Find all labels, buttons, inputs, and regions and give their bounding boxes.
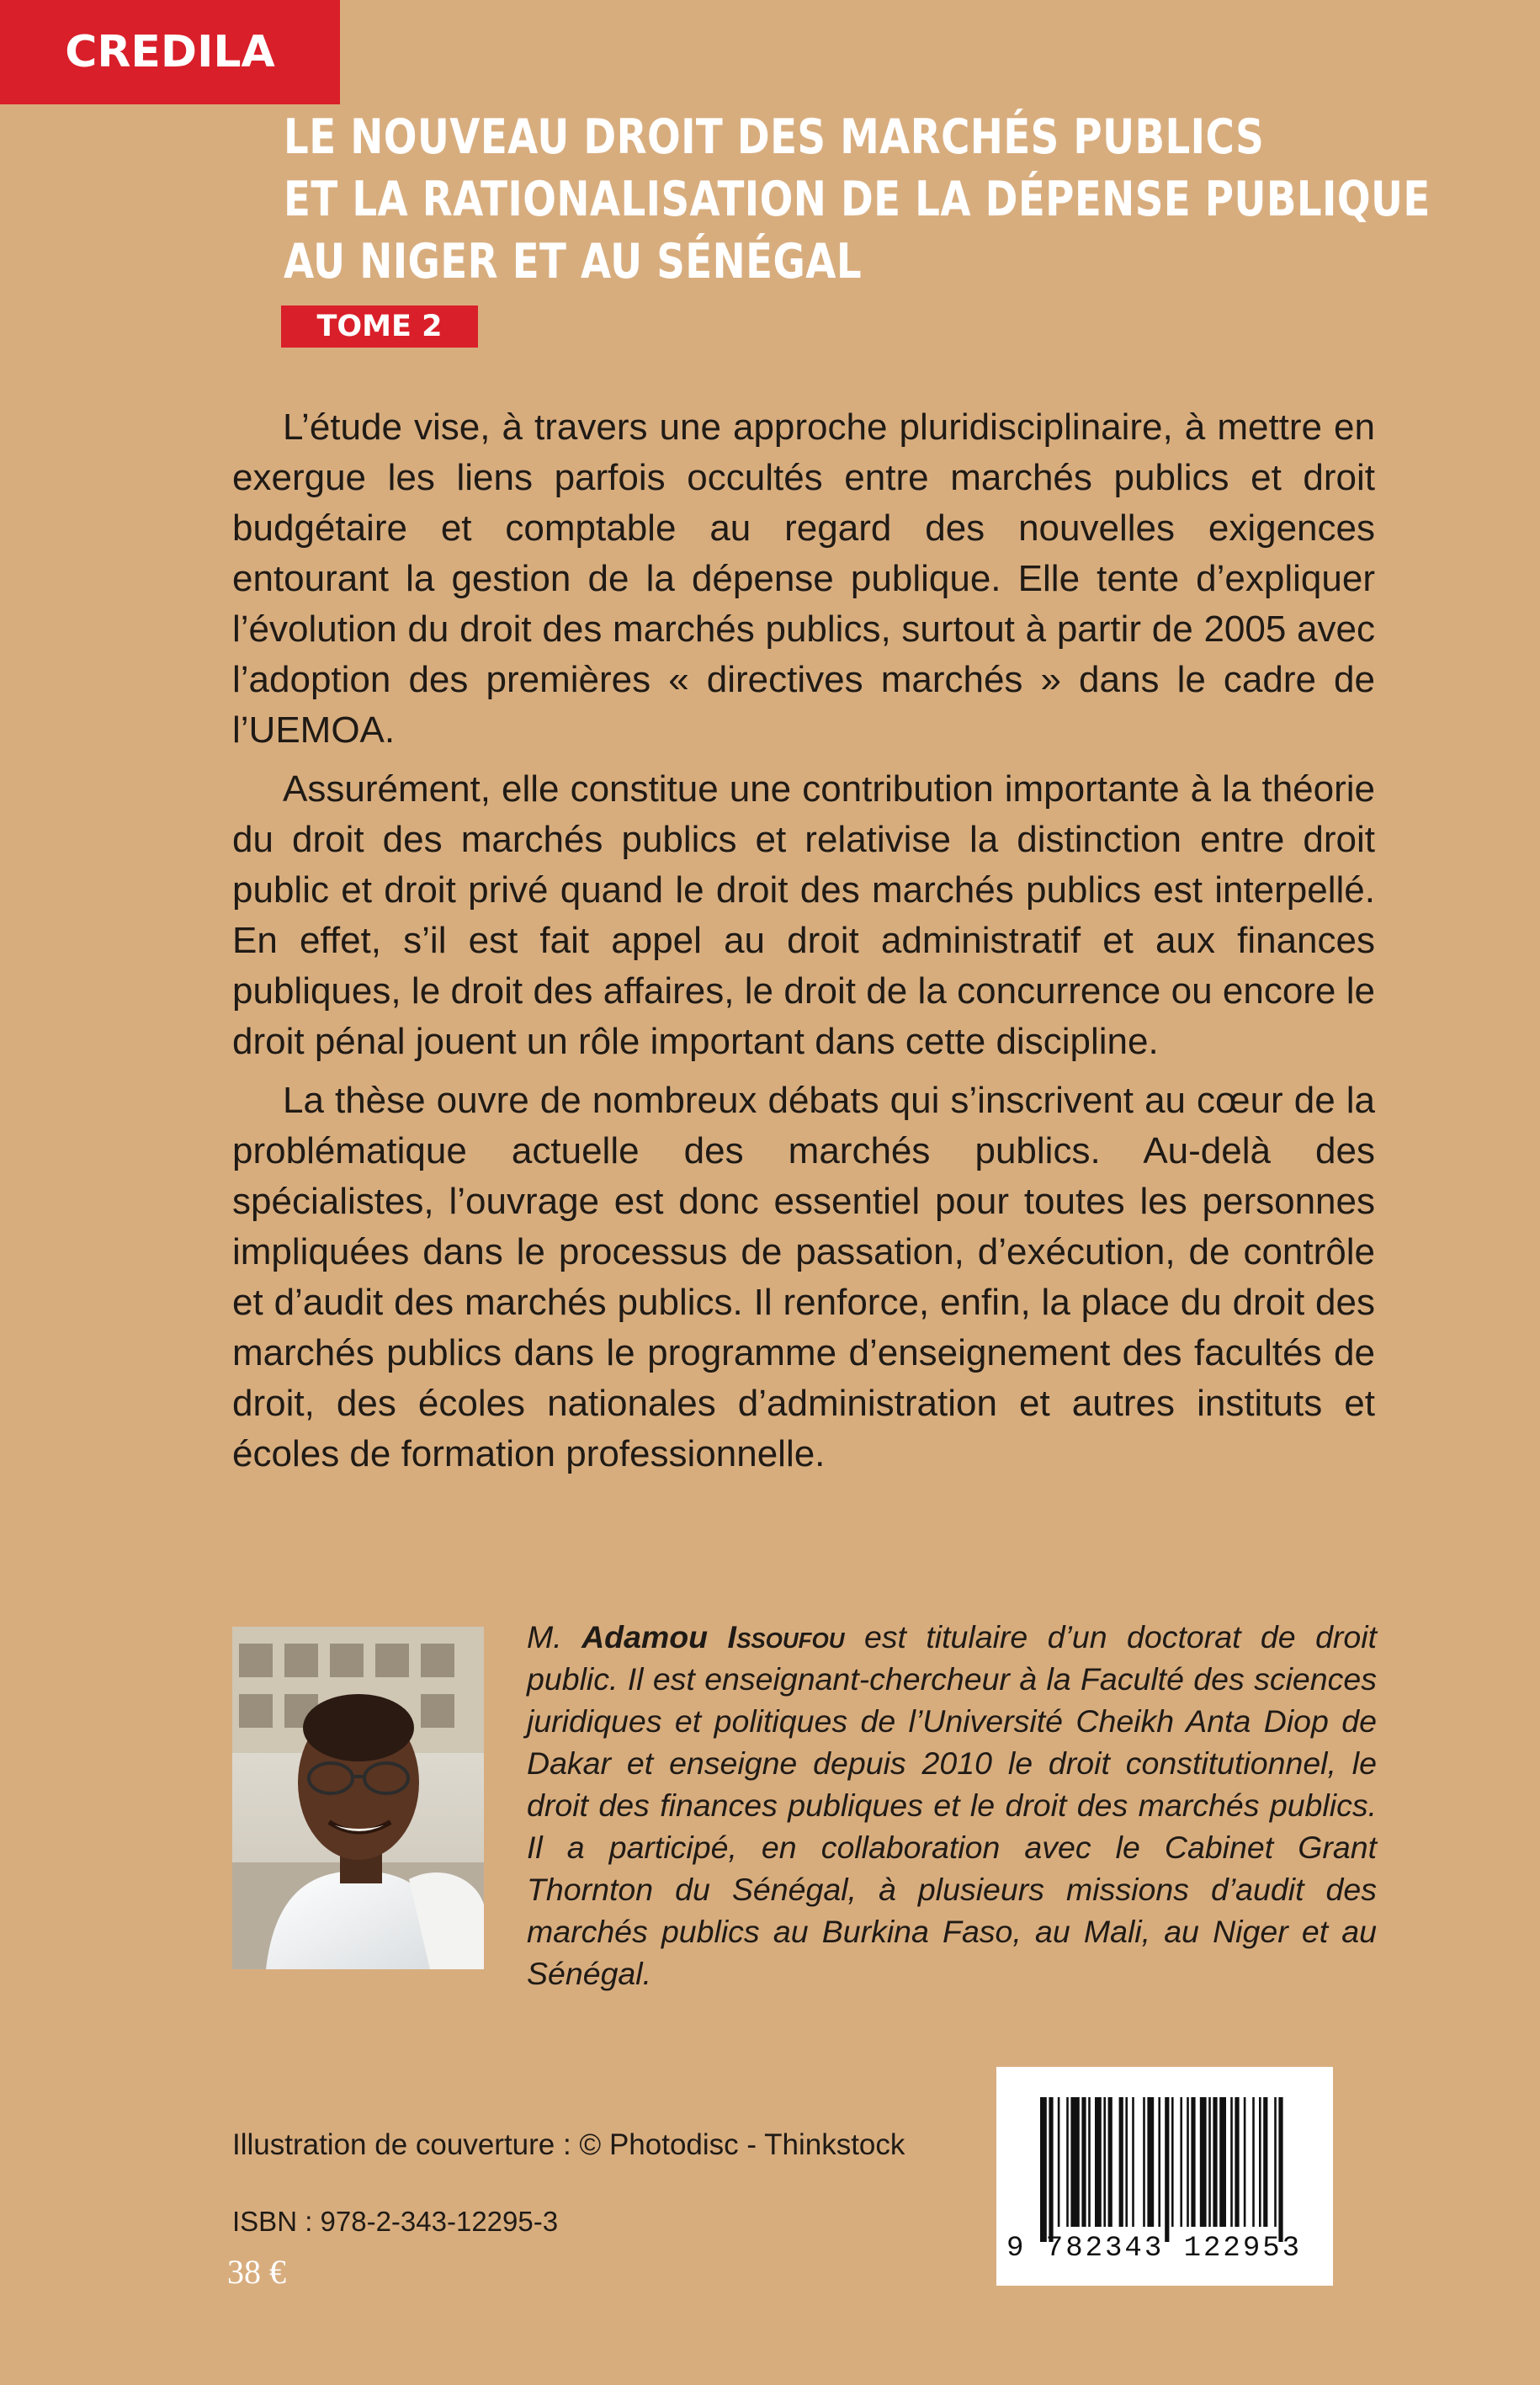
author-prefix: M. [527,1619,582,1655]
barcode [996,2067,1333,2286]
book-summary [232,402,1375,1488]
summary-paragraph-1: L’étude vise, à travers une approche pluridisciplinaire, à mettre en exergue les liens parfois occultés entre marchés publics et droit budgétaire et comptable au regard des nouvelles exigences entourant la gestion de la dépense publique. Elle tente d’expliquer l’évolution du droit des marchés publics, surtout à partir de 2005 avec l’adoption des premières « directives marchés » dans le cadre de l’UEMOA. [232,406,1375,751]
illustration-credit: Illustration de couverture : © Photodisc - Thinkstock [232,2128,905,2161]
barcode-bar [1143,2097,1145,2227]
barcode-bar [1095,2097,1102,2227]
book-title [284,106,1512,293]
series-badge: CREDILA [0,0,340,104]
barcode-bar [1208,2097,1211,2227]
barcode-bar [1081,2097,1086,2227]
barcode-bar [1125,2097,1128,2227]
title-line-3: AU NIGER ET AU SÉNÉGAL [284,234,863,289]
author-first-name: Adamou [581,1619,709,1655]
barcode-bar [1088,2097,1091,2227]
author-bio [527,1616,1377,1995]
barcode-bar [1244,2097,1246,2227]
barcode-bar [1108,2097,1113,2227]
barcode-bar [1165,2097,1169,2242]
isbn: ISBN : 978-2-343-12295-3 [232,2206,559,2237]
barcode-bar [1187,2097,1189,2227]
barcode-bar [1278,2097,1282,2242]
barcode-bar [1263,2097,1267,2227]
author-last-name: Issoufou [727,1619,845,1655]
barcode-bar [1230,2097,1233,2227]
barcode-digits: 9 782343 122953 [1006,2233,1303,2265]
barcode-bar [1058,2097,1060,2227]
title-line-1: LE NOUVEAU DROIT DES MARCHÉS PUBLICS [284,109,1265,165]
barcode-bar [1147,2097,1154,2227]
barcode-bar [1119,2097,1123,2227]
barcode-bar [1191,2097,1195,2227]
author-bio-text: est titulaire d’un doctorat de droit public. Il est enseignant-chercheur à la Faculté des sciences juridiques et politiques de l’Université Cheikh Anta Diop de Dakar et enseigne depuis 2010 le droit constitutionnel, le droit des finances publiques et le droit des marchés publics. Il a participé, en collaboration avec le Cabinet Grant Thornton du Sénégal, à plusieurs missions d’audit des marchés publics au Burkina Faso, au Mali, au Niger et au Sénégal. [527,1619,1378,1991]
barcode-bar [1200,2097,1207,2227]
barcode-bar [1040,2097,1047,2242]
barcode-bar [1171,2097,1174,2227]
barcode-bar [1158,2097,1160,2227]
barcode-bar [1252,2097,1255,2227]
barcode-bar [1235,2097,1239,2227]
summary-paragraph-2: Assurément, elle constitue une contribution importante à la théorie du droit des marchés publics et relativise la distinction entre droit public et droit privé quand le droit des marchés publics est interpellé. En effet, s’il est fait appel au droit administratif et aux finances publiques, le droit des affaires, le droit de la concurrence ou encore le droit pénal jouent un rôle important dans cette discipline. [232,768,1375,1062]
barcode-bar [1132,2097,1134,2227]
summary-paragraph-3: La thèse ouvre de nombreux débats qui s’inscrivent au cœur de la problématique actuelle des marchés publics. Au-delà des spécialistes, l’ouvrage est donc essentiel pour toutes les personnes impliquées dans le processus de passation, d’exécution, de contrôle et d’audit des marchés publics. Il renforce, enfin, la place du droit des marchés publics dans le programme d’enseignement des facultés de droit, des écoles nationales d’administration et autres instituts et écoles de formation professionnelle. [232,1080,1375,1474]
barcode-bar [1180,2097,1182,2227]
volume-badge: TOME 2 [281,305,478,348]
price: 38 € [227,2253,286,2291]
barcode-bar [1049,2097,1053,2242]
barcode-bar [1070,2097,1079,2227]
barcode-bar [1213,2097,1217,2227]
barcode-bar [1103,2097,1106,2227]
barcode-bar [1219,2097,1226,2227]
barcode-bar [1066,2097,1069,2227]
barcode-bar [1259,2097,1261,2227]
author-photo [232,1627,484,1969]
barcode-bar [1274,2097,1277,2227]
title-line-2: ET LA RATIONALISATION DE LA DÉPENSE PUBLIQUE [284,172,1431,227]
